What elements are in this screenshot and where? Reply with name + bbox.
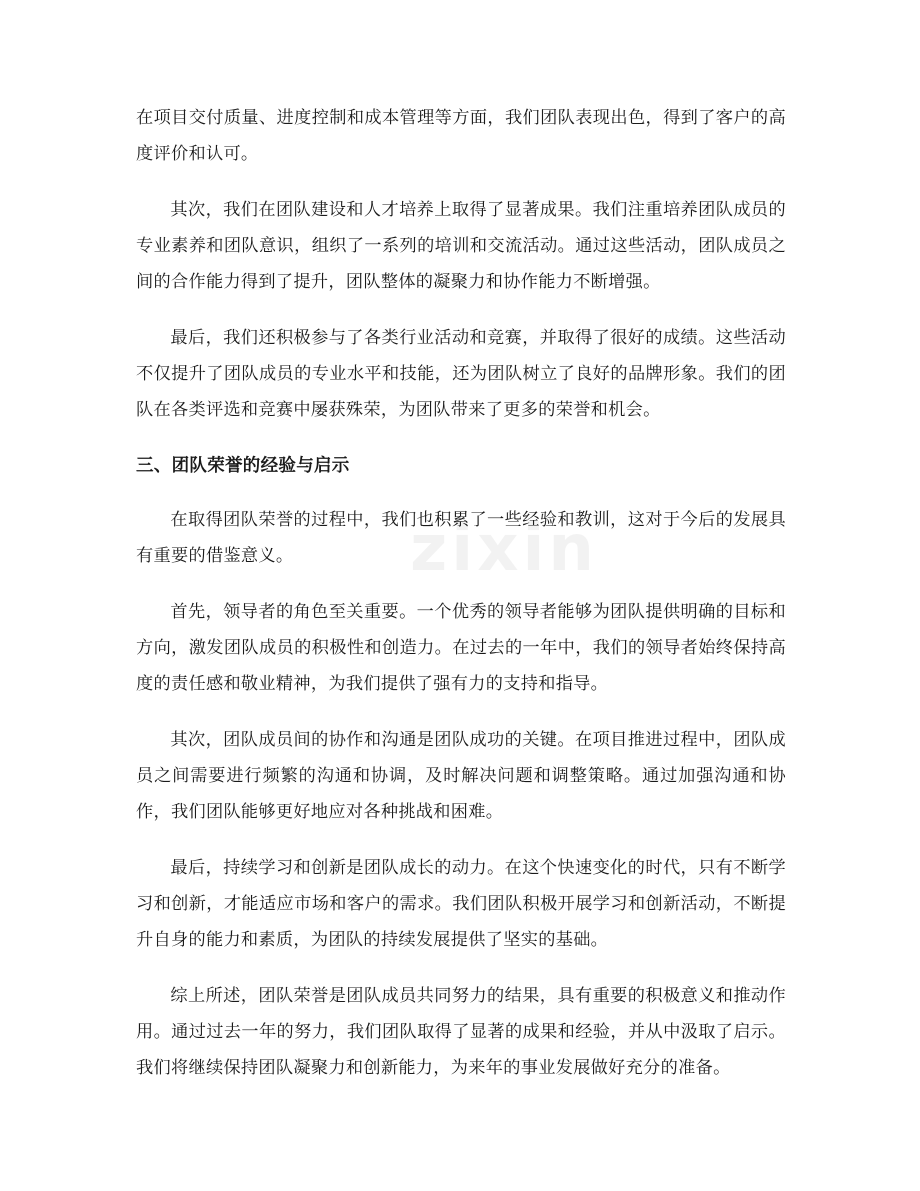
paragraph-industry-activities: 最后，我们还积极参与了各类行业活动和竞赛，并取得了很好的成绩。这些活动不仅提升了团队成员的专业水平和技能，还为团队树立了良好的品牌形象。我们的团队在各类评选和竞赛中屡获殊荣，为团队带来了更多的荣誉和机会。	[136, 328, 786, 420]
paragraph-team-building: 其次，我们在团队建设和人才培养上取得了显著成果。我们注重培养团队成员的专业素养和团队意识，组织了一系列的培训和交流活动。通过这些活动，团队成员之间的合作能力得到了提升，团队整体的凝聚力和协作能力不断增强。	[136, 200, 786, 292]
paragraph-experience-intro: 在取得团队荣誉的过程中，我们也积累了一些经验和教训，这对于今后的发展具有重要的借鉴意义。	[136, 510, 786, 566]
paragraph-continued: 在项目交付质量、进度控制和成本管理等方面，我们团队表现出色，得到了客户的高度评价和认可。	[136, 108, 786, 164]
paragraph-collaboration: 其次，团队成员间的协作和沟通是团队成功的关键。在项目推进过程中，团队成员之间需要进行频繁的沟通和协调，及时解决问题和调整策略。通过加强沟通和协作，我们团队能够更好地应对各种挑战和困难。	[136, 730, 786, 822]
paragraph-learning-innovation: 最后，持续学习和创新是团队成长的动力。在这个快速变化的时代，只有不断学习和创新，才能适应市场和客户的需求。我们团队积极开展学习和创新活动，不断提升自身的能力和素质，为团队的持续发展提供了坚实的基础。	[136, 858, 786, 950]
paragraph-leadership: 首先，领导者的角色至关重要。一个优秀的领导者能够为团队提供明确的目标和方向，激发团队成员的积极性和创造力。在过去的一年中，我们的领导者始终保持高度的责任感和敬业精神，为我们提供了强有力的支持和指导。	[136, 602, 786, 694]
watermark-logo: zixin	[410, 512, 598, 586]
paragraph-summary: 综上所述，团队荣誉是团队成员共同努力的结果，具有重要的积极意义和推动作用。通过过去一年的努力，我们团队取得了显著的成果和经验，并从中汲取了启示。我们将继续保持团队凝聚力和创新能力，为来年的事业发展做好充分的准备。	[136, 986, 786, 1078]
document-body	[136, 100, 786, 1106]
section-heading: 三、团队荣誉的经验与启示	[136, 456, 350, 476]
